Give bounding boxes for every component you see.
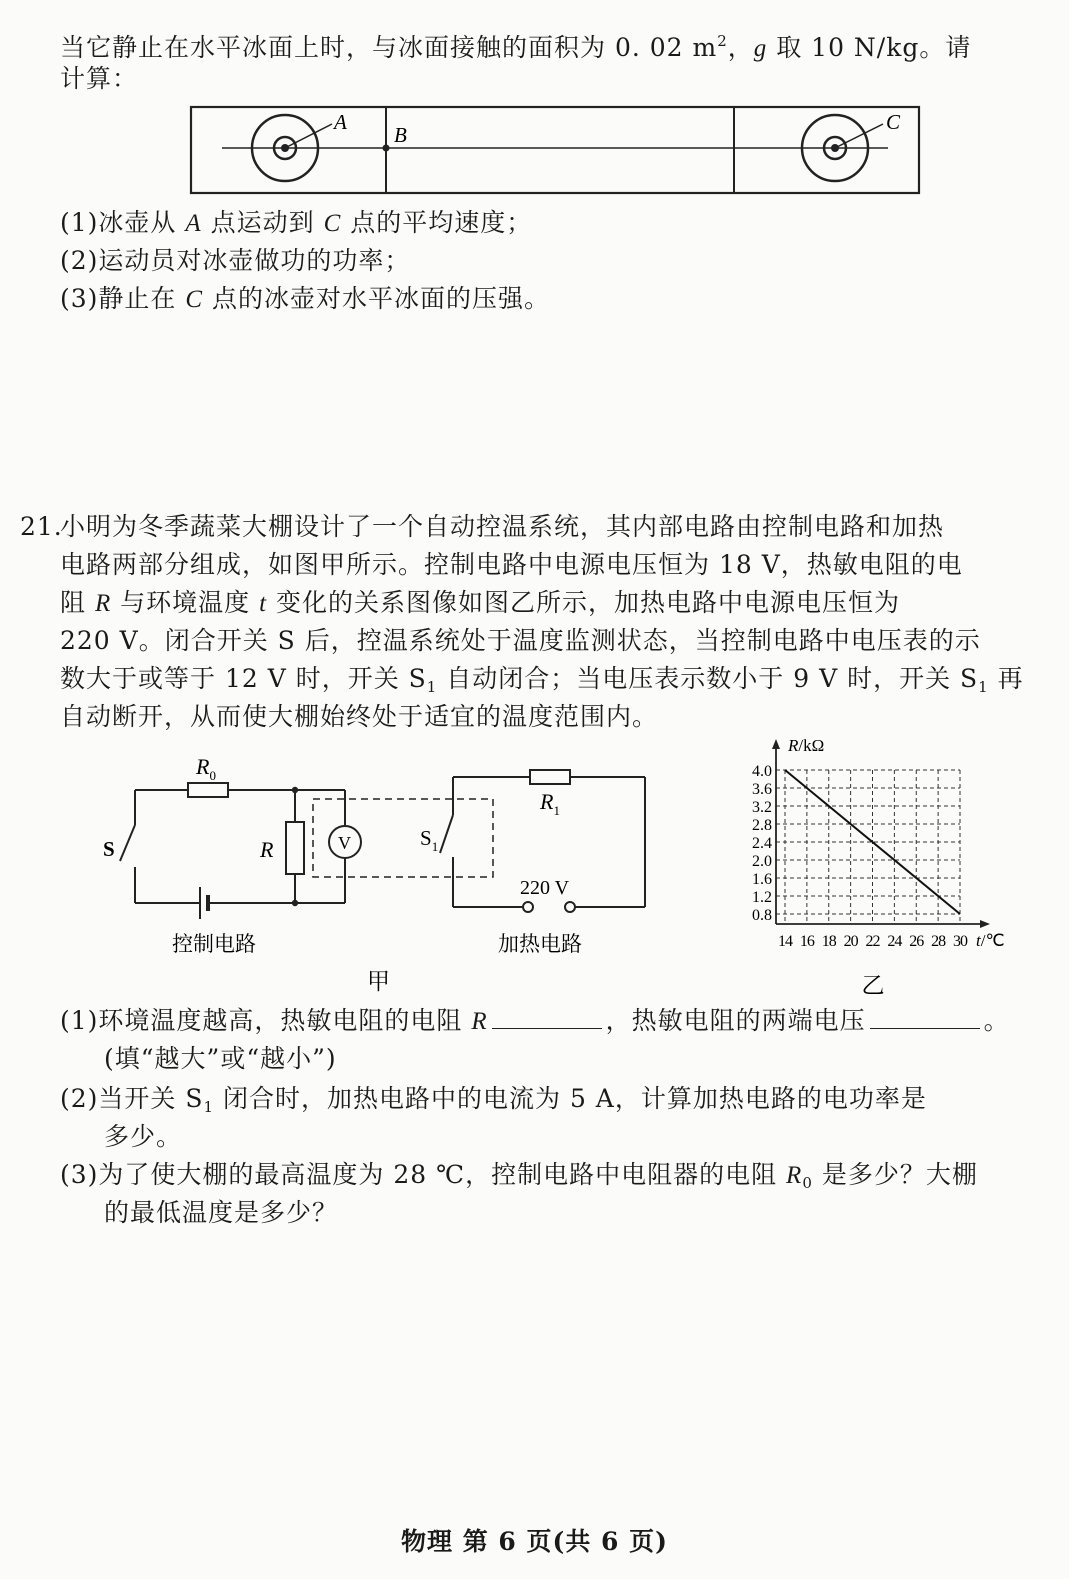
q21-stem-line4: 220 V。闭合开关 S 后，控温系统处于温度监测状态，当控制电路中电压表的示 bbox=[60, 626, 981, 655]
switch-s bbox=[120, 825, 135, 861]
x-tick-label: 18 bbox=[821, 933, 836, 950]
q21-part-2-line2: 多少。 bbox=[104, 1122, 183, 1151]
svg-text:加热电路: 加热电路 bbox=[498, 932, 582, 956]
answer-blank-2[interactable] bbox=[870, 1008, 980, 1029]
svg-text:220 V: 220 V bbox=[520, 877, 570, 899]
q20-part-1: (1)冰壶从 A 点运动到 C 点的平均速度； bbox=[60, 208, 533, 237]
q21-part-2-line1: (2)当开关 $S_1$ 闭合时，加热电路中的电流为 5 A，计算加热电路的电功率是 bbox=[60, 1084, 927, 1116]
svg-text:V: V bbox=[338, 833, 351, 853]
thermistor-r bbox=[286, 822, 304, 874]
q21-stem-line1: 小明为冬季蔬菜大棚设计了一个自动控温系统，其内部电路由控制电路和加热 bbox=[60, 512, 945, 541]
q20-intro-line2: 计算： bbox=[60, 64, 139, 93]
label-a: A bbox=[334, 110, 347, 134]
label-b: B bbox=[394, 123, 407, 147]
x-axis-label: t/℃ bbox=[976, 931, 1005, 950]
y-tick-label: 4.0 bbox=[752, 763, 772, 780]
terminal-right bbox=[565, 902, 575, 912]
resistor-r1 bbox=[530, 770, 570, 784]
q21-stem-line2: 电路两部分组成，如图甲所示。控制电路中电源电压恒为 18 V，热敏电阻的电 bbox=[60, 550, 963, 579]
y-tick-label: 0.8 bbox=[752, 907, 772, 924]
q20-part-3: (3)静止在 C 点的冰壶对水平冰面的压强。 bbox=[60, 284, 551, 313]
label-c: C bbox=[886, 110, 901, 134]
switch-s1 bbox=[440, 815, 453, 853]
y-tick-label: 2.4 bbox=[752, 835, 772, 852]
x-tick-label: 14 bbox=[778, 933, 792, 950]
circuit-diagram bbox=[90, 745, 670, 995]
q20-intro-line1: 当它静止在水平冰面上时，与冰面接触的面积为 0. 02 $m^2$，g 取 10 N/kg。请 bbox=[60, 32, 972, 62]
x-tick-label: 26 bbox=[909, 933, 924, 950]
q20-part-2: (2)运动员对冰壶做功的功率； bbox=[60, 246, 411, 275]
svg-text:S: S bbox=[103, 837, 115, 861]
x-axis-arrow bbox=[980, 920, 990, 928]
x-tick-label: 24 bbox=[887, 933, 902, 950]
page-footer: 物理 第 6 页(共 6 页) bbox=[401, 1527, 668, 1556]
y-tick-label: 2.8 bbox=[752, 817, 772, 834]
q21-part-1: (1)环境温度越高，热敏电阻的电阻 R ，热敏电阻的两端电压 。 bbox=[60, 1006, 1010, 1035]
chart-caption: 乙 bbox=[861, 973, 885, 998]
y-tick-label: 1.2 bbox=[752, 889, 772, 906]
y-tick-label: 2.0 bbox=[752, 853, 772, 870]
y-tick-label: 1.6 bbox=[752, 871, 772, 888]
q21-stem-line6: 自动断开，从而使大棚始终处于适宜的温度范围内。 bbox=[60, 702, 659, 731]
point-b bbox=[383, 145, 390, 152]
svg-text:R0: $R_0$ bbox=[196, 754, 216, 783]
q21-part-1-hint: (填“越大”或“越小”) bbox=[104, 1044, 337, 1073]
x-tick-label: 22 bbox=[865, 933, 880, 950]
svg-text:R: R bbox=[260, 837, 274, 862]
svg-text:甲: 甲 bbox=[367, 969, 390, 994]
q21-number: 21. bbox=[20, 512, 63, 541]
rt-chart bbox=[728, 733, 1018, 998]
y-axis-arrow bbox=[772, 739, 780, 749]
q21-stem-line3: 阻 R 与环境温度 t 变化的关系图像如图乙所示，加热电路中电源电压恒为 bbox=[60, 588, 901, 617]
curling-track-figure bbox=[180, 98, 940, 202]
x-tick-label: 28 bbox=[931, 933, 946, 950]
svg-text:S1: $S_1$ bbox=[420, 826, 439, 854]
q21-stem-line5: 数大于或等于 12 V 时，开关 $S_1$ 自动闭合；当电压表示数小于 9 V 时，开关 $S_1$ 再 bbox=[60, 664, 1024, 696]
q21-part-3-line2: 的最低温度是多少？ bbox=[104, 1198, 339, 1227]
svg-text:控制电路: 控制电路 bbox=[172, 932, 256, 956]
y-axis-label: R/kΩ bbox=[788, 736, 825, 755]
x-tick-label: 20 bbox=[843, 933, 858, 950]
svg-text:R1: $R_1$ bbox=[540, 789, 560, 818]
y-tick-label: 3.2 bbox=[752, 799, 772, 816]
y-tick-label: 3.6 bbox=[752, 781, 772, 798]
q21-part-3-line1: (3)为了使大棚的最高温度为 28 ℃，控制电路中电阻器的电阻 $R_0$ 是多少？大棚 bbox=[60, 1160, 978, 1192]
x-tick-label: 16 bbox=[799, 933, 814, 950]
terminal-left bbox=[523, 902, 533, 912]
answer-blank-1[interactable] bbox=[492, 1008, 602, 1029]
resistor-r0 bbox=[188, 783, 228, 797]
x-tick-label: 30 bbox=[953, 933, 967, 950]
